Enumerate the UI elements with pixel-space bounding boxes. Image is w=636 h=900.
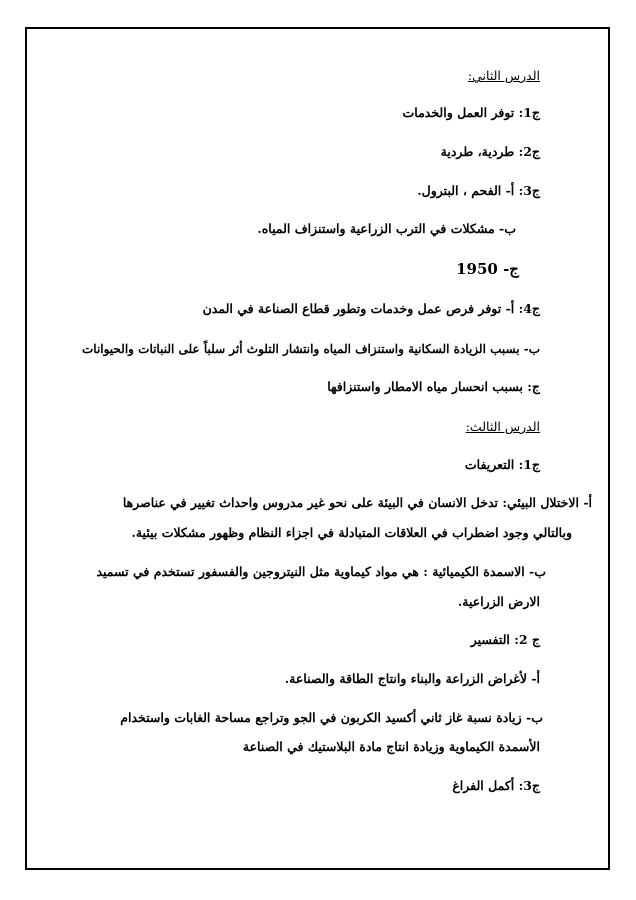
answer-3c: ج- 1950	[456, 260, 519, 278]
question-3-fill-blank: ج3: أكمل الفراغ	[452, 778, 540, 793]
answer-2: ج2: طردية، طردية	[440, 144, 540, 159]
definition-a-line-1: أ- الاختلال البيئي: تدخل الانسان في البيئة على نحو غير مدروس واحداث تغيير في عناصرها	[122, 495, 592, 510]
answer-3a: ج3: أ- الفحم ، البترول.	[417, 183, 540, 198]
explanation-b-line-2: الأسمدة الكيماوية وزيادة انتاج مادة البلاستيك في الصناعة	[242, 739, 540, 754]
heading-lesson-2: الدرس الثاني:	[467, 68, 540, 83]
answer-4a: ج4: أ- توفر فرص عمل وخدمات وتطور قطاع الصناعة في المدن	[202, 301, 540, 316]
explanation-b-line-1: ب- زيادة نسبة غاز ثاني أكسيد الكربون في الجو وتراجع مساحة الغابات واستخدام	[120, 710, 543, 725]
question-1-definitions: ج1: التعريفات	[464, 457, 540, 472]
definition-b-line-2: الارض الزراعية.	[457, 594, 540, 609]
definition-b-line-1: ب- الاسمدة الكيميائية : هي مواد كيماوية مثل النيتروجين والفسفور تستخدم في تسميد	[96, 564, 546, 579]
question-2-explanation: ج 2: التفسير	[470, 632, 540, 647]
definition-a-line-2: وبالتالي وجود اضطراب في العلاقات المتبادلة في اجزاء النظام وظهور مشكلات بيئية.	[131, 525, 572, 540]
heading-lesson-3: الدرس الثالث:	[465, 419, 540, 434]
answer-4c: ج: بسبب انحسار مياه الامطار واستنزافها	[327, 379, 540, 394]
answer-4b: ب- بسبب الزيادة السكانية واستنزاف المياه وانتشار التلوث أثر سلباً على النباتات والحيوانات	[81, 342, 540, 356]
answer-1: ج1: توفر العمل والخدمات	[402, 105, 540, 120]
explanation-a: أ- لأغراض الزراعة والبناء وانتاج الطاقة والصناعة.	[284, 671, 540, 686]
answer-3b: ب- مشكلات في الترب الزراعية واستنزاف المياه.	[257, 221, 516, 236]
